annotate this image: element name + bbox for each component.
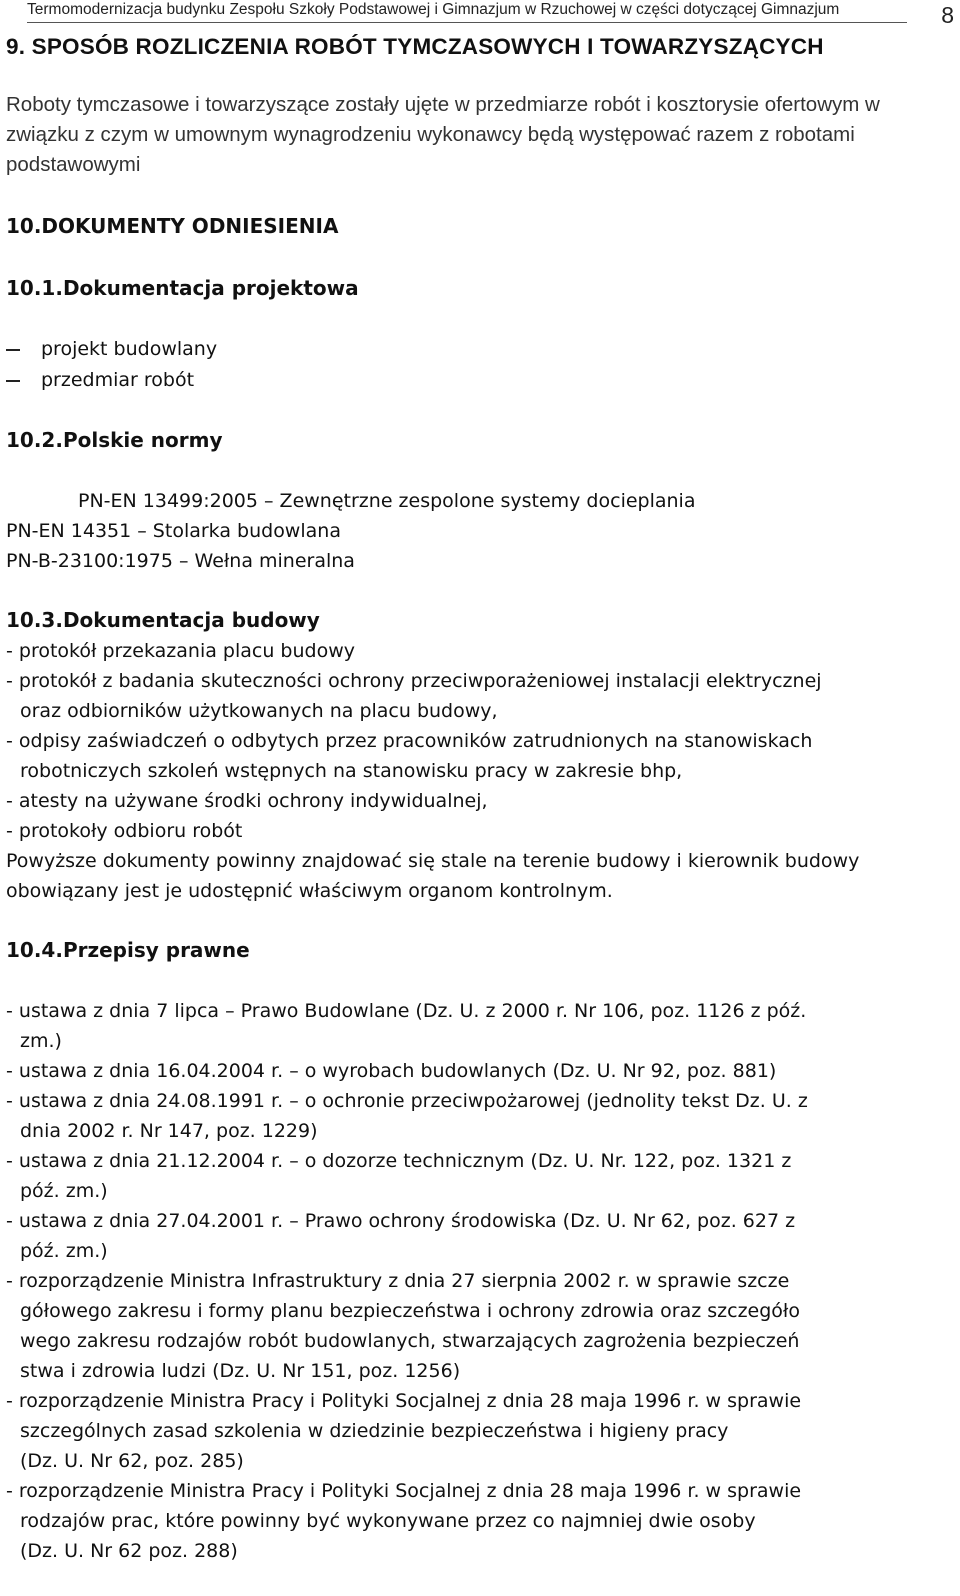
list-item: - protokół przekazania placu budowy [6, 640, 355, 662]
list-item: - protokoły odbioru robót [6, 820, 243, 842]
list-item: - ustawa z dnia 27.04.2001 r. – Prawo ochrony środowiska (Dz. U. Nr 62, poz. 627 z póź. zm.) [6, 1210, 796, 1262]
list-item: - ustawa z dnia 16.04.2004 r. – o wyrobach budowlanych (Dz. U. Nr 92, poz. 881) [6, 1060, 777, 1082]
dash-bullet [6, 380, 20, 382]
dash-bullet [6, 349, 20, 351]
list-item: - odpisy zaświadczeń o odbytych przez pracowników zatrudnionych na stanowiskach robotniczych szkoleń wstępnych na stanowisku pracy w zakresie bhp, [6, 730, 813, 782]
site-docs-list [6, 636, 941, 906]
section-9-heading: 9. SPOSÓB ROZLICZENIA ROBÓT TYMCZASOWYCH I TOWARZYSZĄCYCH [6, 34, 824, 59]
legal-acts-list [6, 996, 941, 1566]
section-10-1-heading: 10.1.Dokumentacja projektowa [6, 276, 359, 300]
section-9-paragraph: Roboty tymczasowe i towarzyszące zostały ujęte w przedmiarze robót i kosztorysie ofertowym w związku z czym w umownym wynagrodzeniu wykonawcy będą występować razem z robotami podstawowymi [6, 93, 880, 176]
closing-paragraph: Powyższe dokumenty powinny znajdować się stale na terenie budowy i kierownik budowy obowiązany jest je udostępnić właściwym organom kontrolnym. [6, 850, 860, 902]
list-item-text: projekt budowlany [41, 338, 218, 360]
page-number: 8 [941, 2, 954, 28]
list-item: - rozporządzenie Ministra Infrastruktury z dnia 27 sierpnia 2002 r. w sprawie szcze gółowego zakresu i formy planu bezpieczeństwa i ochrony zdrowia oraz szczegóło wego zakresu rodzajów robót budowlanych, stwarzających zagrożenia bezpieczeń stwa i zdrowia ludzi (Dz. U. Nr 151, poz. 1256) [6, 1270, 800, 1382]
section-10-3-heading: 10.3.Dokumentacja budowy [6, 608, 320, 632]
list-item: - rozporządzenie Ministra Pracy i Polityki Socjalnej z dnia 28 maja 1996 r. w sprawie szczególnych zasad szkolenia w dziedzinie bezpieczeństwa i higieny pracy (Dz. U. Nr 62, poz. 285) [6, 1390, 802, 1472]
section-10-heading: 10.DOKUMENTY ODNIESIENIA [6, 214, 339, 238]
norm-item: PN-EN 13499:2005 – Zewnętrzne zespolone systemy docieplania [78, 490, 696, 512]
list-item: - rozporządzenie Ministra Pracy i Polityki Socjalnej z dnia 28 maja 1996 r. w sprawie rodzajów prac, które powinny być wykonywane przez co najmniej dwie osoby (Dz. U. Nr 62 poz. 288) [6, 1480, 802, 1562]
list-item: - atesty na używane środki ochrony indywidualnej, [6, 790, 488, 812]
list-item: - protokół z badania skuteczności ochrony przeciwporażeniowej instalacji elektrycznej oraz odbiorników użytkowanych na placu budowy, [6, 670, 822, 722]
norm-item: PN-B-23100:1975 – Wełna mineralna [6, 550, 355, 572]
running-header: Termomodernizacja budynku Zespołu Szkoły Podstawowej i Gimnazjum w Rzuchowej w części dotyczącej Gimnazjum [27, 0, 907, 23]
norm-item: PN-EN 14351 – Stolarka budowlana [6, 520, 341, 542]
list-item: - ustawa z dnia 24.08.1991 r. – o ochronie przeciwpożarowej (jednolity tekst Dz. U. z dnia 2002 r. Nr 147, poz. 1229) [6, 1090, 808, 1142]
list-item: - ustawa z dnia 21.12.2004 r. – o dozorze technicznym (Dz. U. Nr. 122, poz. 1321 z póź. zm.) [6, 1150, 792, 1202]
section-10-4-heading: 10.4.Przepisy prawne [6, 938, 250, 962]
list-item-text: przedmiar robót [41, 369, 195, 391]
section-10-2-heading: 10.2.Polskie normy [6, 428, 223, 452]
list-item: - ustawa z dnia 7 lipca – Prawo Budowlane (Dz. U. z 2000 r. Nr 106, poz. 1126 z póź. zm.) [6, 1000, 807, 1052]
